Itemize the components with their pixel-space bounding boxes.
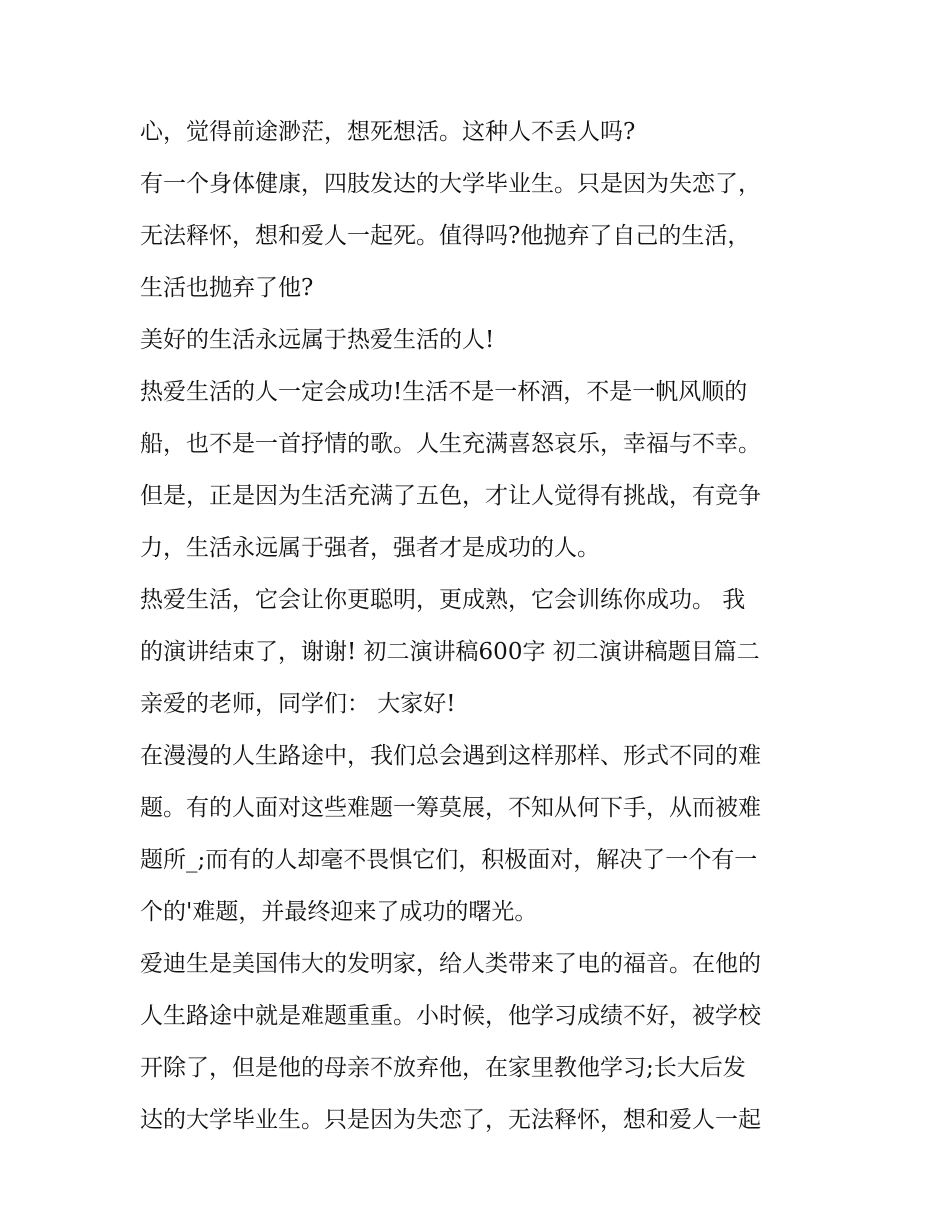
text-line-7: 船，也不是一首抒情的歌。人生充满喜怒哀乐，幸福与不幸。: [140, 431, 761, 457]
text-line-20: 达的大学毕业生。只是因为失恋了，无法释怀，想和爱人一起: [140, 1107, 761, 1133]
text-line-15: 题所_;而有的人却毫不畏惧它们，积极面对，解决了一个有一: [140, 847, 758, 873]
text-line-17: 爱迪生是美国伟大的发明家，给人类带来了电的福音。在他的: [140, 951, 761, 977]
text-line-6: 热爱生活的人一定会成功!生活不是一杯酒，不是一帆风顺的: [140, 379, 748, 405]
text-line-18: 人生路途中就是难题重重。小时候，他学习成绩不好，被学校: [140, 1003, 761, 1029]
text-line-14: 题。有的人面对这些难题一筹莫展，不知从何下手，从而被难: [140, 795, 761, 821]
text-line-16: 个的'难题，并最终迎来了成功的曙光。: [140, 899, 538, 925]
text-line-19: 开除了，但是他的母亲不放弃他，在家里教他学习;长大后发: [140, 1055, 746, 1081]
text-line-2: 有一个身体健康，四肢发达的大学毕业生。只是因为失恋了，: [140, 171, 761, 197]
text-line-9: 力，生活永远属于强者，强者才是成功的人。: [140, 535, 600, 561]
text-line-3: 无法释怀，想和爱人一起死。值得吗?他抛弃了自己的生活，: [140, 223, 751, 249]
text-line-12: 亲爱的老师，同学们： 大家好!: [140, 691, 456, 717]
text-line-8: 但是，正是因为生活充满了五色，才让人觉得有挑战，有竞争: [140, 483, 761, 509]
text-line-5: 美好的生活永远属于热爱生活的人!: [140, 327, 495, 353]
text-line-1: 心，觉得前途渺茫，想死想活。这种人不丢人吗?: [140, 119, 636, 145]
text-line-11: 的演讲结束了，谢谢! 初二演讲稿600字 初二演讲稿题目篇二: [140, 639, 760, 665]
text-line-10: 热爱生活，它会让你更聪明，更成熟，它会训练你成功。 我: [140, 587, 746, 613]
text-line-13: 在漫漫的人生路途中，我们总会遇到这样那样、形式不同的难: [140, 743, 761, 769]
text-line-4: 生活也抛弃了他?: [140, 275, 314, 301]
document-body: [140, 106, 820, 1146]
